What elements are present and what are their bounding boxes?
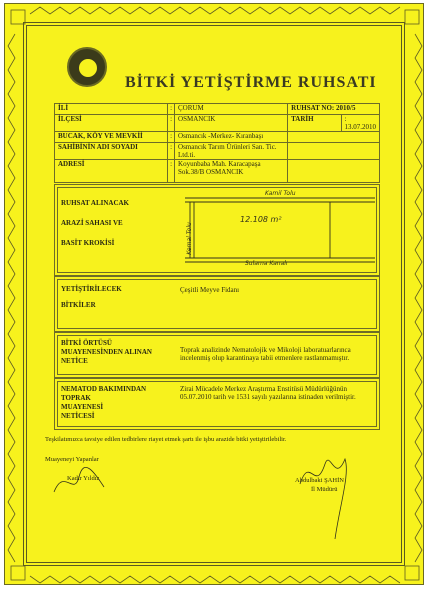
ortu-label-2: MUAYENESİNDEN ALINAN (61, 348, 152, 356)
tarih-value: : 13.07.2010 (341, 115, 380, 132)
kroki-bottom-road: Sulama Kanalı (245, 260, 288, 267)
il-label: İLİ (55, 104, 168, 115)
bucak-label: BUCAK, KÖY VE MEVKİİ (55, 132, 168, 143)
plants-section (54, 276, 380, 332)
adres-label: ADRESİ (55, 160, 168, 183)
left-signature (49, 462, 109, 502)
inspectors-label: Muayeneyi Yapanlar (45, 456, 99, 463)
ortu-value: Toprak analizinde Nematolojik ve Mikoloji laboratuarlarınca incelenmiş olup karantinaya tabii etmenlere rastlanmamıştır. (180, 346, 351, 362)
table-row: SAHİBİNİN ADI SOYADI : Osmancık Tarım Ürünleri San. Tic. Ltd.ti. (55, 143, 380, 160)
sahip-value: Osmancık Tarım Ürünleri San. Tic. Ltd.ti. (175, 143, 288, 160)
document-title: BİTKİ YETİŞTİRME RUHSATI (125, 74, 377, 91)
sketch-section (54, 184, 380, 276)
tarih-label: TARİH (288, 115, 341, 132)
notice-text: Teşkilatımızca tavsiye edilen tedbirlere riayet etmek şartı ile işbu arazide bitki yetiştirilebilir. (45, 436, 287, 443)
nematode-section (54, 378, 380, 430)
yetistirilecek-label-2: BİTKİLER (61, 301, 96, 309)
il-value: ÇORUM (175, 104, 288, 115)
yetistirilecek-label-1: YETİŞTİRİLECEK (61, 285, 122, 293)
kroki-left-road: Kemal Tolu (185, 222, 193, 255)
yetistirilecek-value: Çeşitli Meyve Fidanı (180, 286, 240, 294)
table-row: ADRESİ : Koyunbaba Mah. Karacapaşa Sok.38/B OSMANCIK (55, 160, 380, 183)
kroki-label-2: ARAZİ SAHASI VE (61, 219, 123, 227)
table-row: İLİ : ÇORUM RUHSAT NO: 2010/5 (55, 104, 380, 115)
bucak-value: Osmancık -Merkez- Kıranbaşı (175, 132, 288, 143)
table-row: BUCAK, KÖY VE MEVKİİ : Osmancık -Merkez- Kıranbaşı (55, 132, 380, 143)
left-signatory: Kadir Yıldız (67, 475, 100, 482)
adres-value: Koyunbaba Mah. Karacapaşa Sok.38/B OSMANCIK (175, 160, 288, 183)
ministry-seal-logo (67, 47, 107, 87)
right-signatory-title: İl Müdürü (311, 486, 338, 493)
ilce-label: İLÇESİ (55, 115, 168, 132)
ilce-value: OSMANCIK (175, 115, 288, 132)
kroki-label-3: BASİT KROKİSİ (61, 239, 115, 247)
inspection-section (54, 332, 380, 378)
nematod-label-4: NETİCESİ (61, 412, 95, 420)
right-signature (290, 444, 370, 544)
nematod-label-2: TOPRAK (61, 394, 91, 402)
ruhsat-no-label: RUHSAT NO: 2010/5 (288, 104, 380, 115)
sahip-label: SAHİBİNİN ADI SOYADI (55, 143, 168, 160)
nematod-value: Zirai Mücadele Merkez Araştırma Enstitüsü Müdürlüğünün 05.07.2010 tarih ve 1531 sayılı yazılarına istinaden verilmiştir. (180, 385, 356, 401)
kroki-label-1: RUHSAT ALINACAK (61, 199, 130, 207)
table-row: İLÇESİ : OSMANCIK TARİH : 13.07.2010 (55, 115, 380, 132)
kroki-road-top: Kamil Tolu (265, 190, 296, 197)
kroki-area: 12.108 m² (240, 215, 282, 224)
ortu-label-3: NETİCE (61, 357, 88, 365)
right-signatory-name: Abdulbaki ŞAHİN (295, 477, 344, 484)
nematod-label-1: NEMATOD BAKIMINDAN (61, 385, 147, 393)
nematod-label-3: MUAYENESİ (61, 403, 104, 411)
header-table (54, 103, 380, 183)
document-sheet (4, 3, 424, 585)
ortu-label-1: BİTKİ ÖRTÜSÜ (61, 339, 112, 347)
